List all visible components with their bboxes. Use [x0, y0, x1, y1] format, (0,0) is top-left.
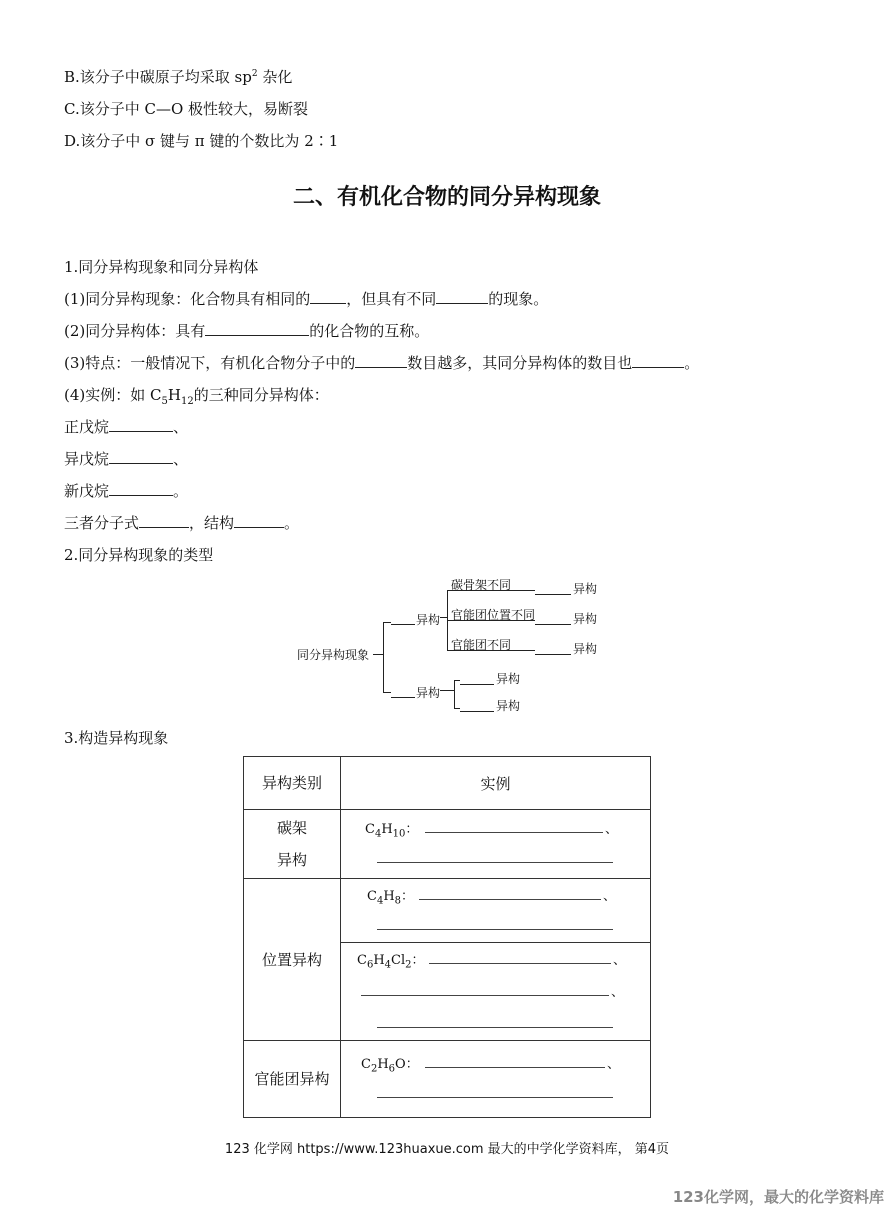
option-b: B.该分子中碳原子均采取 $sp^2$ 杂化: [64, 68, 293, 86]
example-c6h4cl2: [341, 943, 651, 1041]
tree-sub3-blank: [535, 654, 571, 655]
tree-sub5-stub: [454, 708, 460, 709]
formula-c6h4cl2: $C_6H_4Cl_2$：: [357, 953, 425, 971]
tree-branch2-blank: [391, 697, 415, 698]
tree-branch1-label: 异构: [416, 613, 441, 627]
part1-line1: (1)同分异构现象：化合物具有相同的 ，但具有不同 的现象。: [64, 290, 549, 308]
cat1-line2: 异构: [276, 851, 307, 869]
tree-sub5-suffix: 异构: [496, 699, 521, 713]
tree-sub4-blank: [460, 684, 494, 685]
comma: 、: [603, 889, 617, 904]
constitutional-isomerism-table: [243, 756, 651, 1118]
answer-blank: [377, 862, 613, 863]
part1-line4: (4)实例：如 $C_5H_{12}$的三种同分异构体：: [64, 386, 329, 407]
tree-sub4-suffix: 异构: [496, 672, 521, 686]
answer-blank: [425, 1067, 605, 1068]
tree-sub3-label: 官能团不同: [451, 638, 512, 652]
tree-root-connector: [373, 654, 383, 655]
part1-line8: 三者分子式 ，结构 。: [64, 514, 300, 532]
tree-root-label: 同分异构现象: [297, 648, 370, 662]
cat-functional-group: 官能团异构: [244, 1041, 341, 1118]
answer-blank: [377, 1097, 613, 1098]
tree-sub3-suffix: 异构: [573, 642, 598, 656]
col-header-example: 实例: [341, 757, 651, 810]
formula-c2h6o: $C_2H_6O$：: [361, 1057, 419, 1075]
cat-carbon-skeleton: [244, 810, 341, 879]
part1-line3: (3)特点：一般情况下，有机化合物分子中的 数目越多，其同分异构体的数目也 。: [64, 354, 700, 372]
tree-sub2-label: 官能团位置不同: [451, 608, 536, 622]
formula-c4h8: $C_4H_8$：: [367, 889, 415, 907]
part1-heading: 1.同分异构现象和同分异构体: [64, 258, 259, 276]
part3-heading: 3.构造异构现象: [64, 729, 169, 747]
isomer-n-pentane: 正戊烷 、: [64, 418, 189, 436]
tree-branch1-blank: [391, 624, 415, 625]
tree-branch2-bracket: [454, 680, 455, 708]
tree-sub1-suffix: 异构: [573, 582, 598, 596]
comma: 、: [605, 822, 619, 837]
watermark: 123化学网，最大的化学资料库: [672, 1188, 884, 1206]
example-c4h8: [341, 879, 651, 943]
isomer-neopentane: 新戊烷 。: [64, 482, 189, 500]
example-c2h6o: [341, 1041, 651, 1118]
formula-c4h10: $C_4H_{10}$：: [365, 822, 419, 840]
tree-branch1-connector: [440, 617, 447, 618]
tree-sub5-blank: [460, 711, 494, 712]
answer-blank: [429, 963, 611, 964]
page-footer: 123 化学网 https://www.123huaxue.com 最大的中学化学资料库， 第4页: [224, 1142, 670, 1157]
answer-blank: [377, 1027, 613, 1028]
col-header-category: 异构类别: [244, 757, 341, 810]
tree-branch1-stub: [383, 622, 391, 623]
cat-position: 位置异构: [244, 879, 341, 1041]
tree-branch2-connector: [440, 690, 454, 691]
answer-blank: [425, 832, 603, 833]
tree-branch2-label: 异构: [416, 686, 441, 700]
option-d: D.该分子中 σ 键与 π 键的个数比为 2∶1: [64, 132, 339, 150]
answer-blank: [361, 995, 609, 996]
example-c4h10: [341, 810, 651, 879]
comma: 、: [611, 985, 625, 1000]
comma: 、: [607, 1057, 621, 1072]
tree-sub2-suffix: 异构: [573, 612, 598, 626]
tree-branch2-stub: [383, 692, 391, 693]
tree-sub1-label: 碳骨架不同: [451, 578, 512, 592]
comma: 、: [613, 953, 627, 968]
tree-root-bracket: [383, 622, 384, 692]
cat1-line1: 碳架: [276, 819, 307, 837]
part1-line2: (2)同分异构体：具有 的化合物的互称。: [64, 322, 430, 340]
answer-blank: [419, 899, 601, 900]
isomer-isopentane: 异戊烷 、: [64, 450, 189, 468]
option-c: C.该分子中 C—O 极性较大，易断裂: [64, 100, 309, 118]
answer-blank: [377, 929, 613, 930]
tree-sub1-blank: [535, 594, 571, 595]
tree-sub2-blank: [535, 624, 571, 625]
part2-heading: 2.同分异构现象的类型: [64, 546, 214, 564]
section-title: 二、有机化合物的同分异构现象: [292, 185, 601, 210]
tree-sub4-stub: [454, 680, 460, 681]
